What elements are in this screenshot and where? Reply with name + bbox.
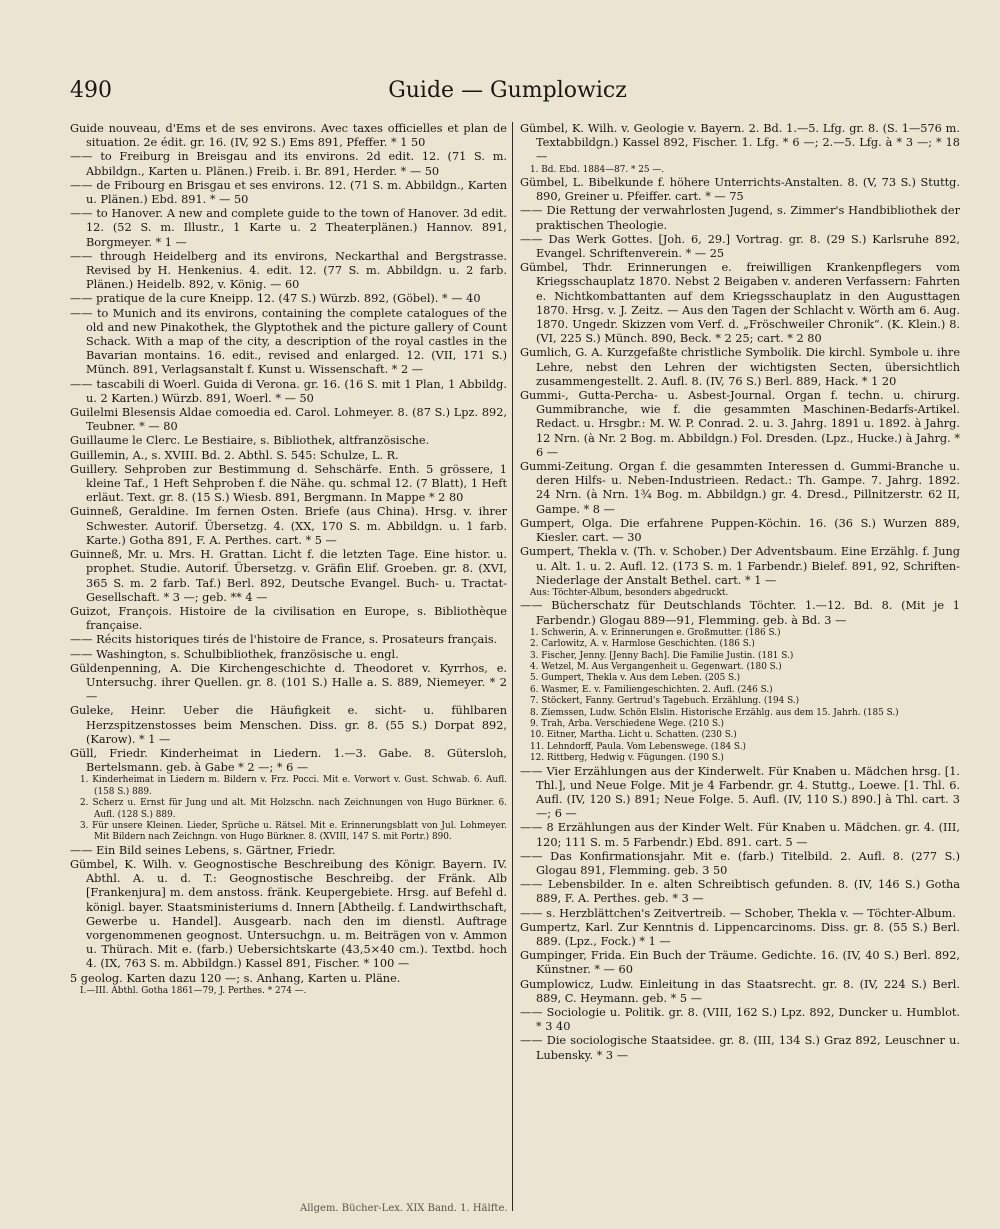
entry: Güll, Friedr. Kinderheimat in Liedern. 1.—3. Gabe. 8. Gütersloh, Bertelsmann. geb. à Gabe * 2 —; * 6 — bbox=[70, 746, 507, 775]
entry: —— to Munich and its environs, containing the complete catalogues of the old and new Pinakothek, the Glyptothek and the picture gallery of Count Schack. With a map of the city, a description of the royal castles in the Bavarian montains. 16. edit., revised and enlarged. 12. (VII, 171 S.) Münch. 891, Verlagsanstalt f. Kunst u. Wissenschaft. * 2 — bbox=[70, 306, 507, 377]
page-number: 490 bbox=[70, 78, 112, 103]
sub-entry: 9. Trah, Arba. Verschiedene Wege. (210 S.) bbox=[530, 718, 725, 729]
entry: —— Bücherschatz für Deutschlands Töchter. 1.—12. Bd. 8. (Mit je 1 Farbendr.) Glogau 889—91, Flemming. geb. à Bd. 3 — bbox=[520, 599, 960, 627]
entry: —— Lebensbilder. In e. alten Schreibtisch gefunden. 8. (IV, 146 S.) Gotha 889, F. A. Perthes. geb. * 3 — bbox=[520, 878, 960, 906]
sub-entry: 6. Wasmer, E. v. Familiengeschichten. 2. Aufl. (246 S.) bbox=[530, 684, 773, 695]
entry: Guillemin, A., s. XVIII. Bd. 2. Abthl. S. 545: Schulze, L. R. bbox=[70, 448, 399, 462]
sub-entry: 11. Lehndorff, Paula. Vom Lebenswege. (184 S.) bbox=[530, 741, 746, 752]
entry: Guilelmi Blesensis Aldae comoedia ed. Carol. Lohmeyer. 8. (87 S.) Lpz. 892, Teubner. * — 80 bbox=[70, 406, 507, 434]
entry: Gummi-Zeitung. Organ f. die gesammten Interessen d. Gummi-Branche u. deren Hilfs- u. Neben-Industrieen. Redact.: Th. Gampe. 7. Jahrg. 1892. 24 Nrn. (à Nrn. 1¾ Bog. m. Abbildgn.) gr. 4. Dresd., Pillnitzerstr. 62 II, Gampe. * 8 — bbox=[520, 460, 960, 516]
entry: —— tascabili di Woerl. Guida di Verona. gr. 16. (16 S. mit 1 Plan, 1 Abbildg. u. 2 Karten.) Würzb. 891, Woerl. * — 50 bbox=[70, 377, 507, 405]
entry: Gumpertz, Karl. Zur Kenntnis d. Lippencarcinoms. Diss. gr. 8. (55 S.) Berl. 889. (Lpz., Fock.) * 1 — bbox=[520, 920, 960, 949]
sub-entry: I.—III. Abthl. Gotha 1861—79, J. Perthes. * 274 —. bbox=[80, 985, 307, 996]
entry: —— Washington, s. Schulbibliothek, französische u. engl. bbox=[70, 647, 399, 661]
sub-entry: Aus: Töchter-Album, besonders abgedruckt. bbox=[530, 587, 729, 598]
entry: Gumplowicz, Ludw. Einleitung in das Staatsrecht. gr. 8. (IV, 224 S.) Berl. 889, C. Heymann. geb. * 5 — bbox=[520, 977, 960, 1005]
entry: Guillery. Sehproben zur Bestimmung d. Sehschärfe. Enth. 5 grössere, 1 kleine Taf., 1 Heft Sehproben f. die Nähe. qu. schmal 12. (7 Blatt), 1 Heft erläut. Text. gr. 8. (15 S.) Wiesb. 891, Bergmann. In Mappe * 2 80 bbox=[70, 462, 507, 505]
entry: Gumpert, Olga. Die erfahrene Puppen-Köchin. 16. (36 S.) Wurzen 889, Kiesler. cart. — 30 bbox=[520, 516, 960, 545]
entry: —— Das Werk Gottes. [Joh. 6, 29.] Vortrag. gr. 8. (29 S.) Karlsruhe 892, Evangel. Schriftenverein. * — 25 bbox=[520, 232, 960, 261]
entry: Guinneß, Mr. u. Mrs. H. Grattan. Licht f. die letzten Tage. Eine histor. u. prophet. Studie. Autorif. Übersetzg. v. Gräfin Elif. Groeben. gr. 8. (XVI, 365 S. m. 2 farb. Taf.) Berl. 892, Deutsche Evangel. Buch- u. Tractat-Gesellschaft. * 3 —; geb. ** 4 — bbox=[70, 548, 507, 604]
sub-entry: 2. Scherz u. Ernst für Jung und alt. Mit Holzschn. nach Zeichnungen von Hugo Bürkner. 6. Aufl. (128 S.) 889. bbox=[80, 798, 507, 820]
entry: —— Das Konfirmationsjahr. Mit e. (farb.) Titelbild. 2. Aufl. 8. (277 S.) Glogau 891, Flemming. geb. 3 50 bbox=[520, 849, 960, 878]
sub-entry: 1. Bd. Ebd. 1884—87. * 25 —. bbox=[530, 164, 665, 175]
entry: Gummi-, Gutta-Percha- u. Asbest-Journal. Organ f. techn. u. chirurg. Gummibranche, wie f. die gesammten Maschinen-Bedarfs-Artikel. Redact. u. Hrsgbr.: M. W. P. Conrad. 2. u. 3. Jahrg. 1891 u. 1892. à Jahrg. 12 Nrn. (à Nr. 2 Bog. m. Abbildgn.) Fol. Dresden. (Lpz., Hucke.) à Jahrg. * 6 — bbox=[520, 389, 960, 459]
entry: Gümbel, L. Bibelkunde f. höhere Unterrichts-Anstalten. 8. (V, 73 S.) Stuttg. 890, Greiner u. Pfeiffer. cart. * — 75 bbox=[520, 176, 960, 204]
sub-entry: 7. Stöckert, Fanny. Gertrud's Tagebuch. Erzählung. (194 S.) bbox=[530, 696, 800, 707]
entry: Guizot, François. Histoire de la civilisation en Europe, s. Bibliothèque française. bbox=[70, 604, 507, 633]
entry: Gümbel, Thdr. Erinnerungen e. freiwilligen Krankenpflegers vom Kriegsschauplatz 1870. Nebst 2 Beigaben v. anderen Verfassern: Fahrten e. Nichtkombattanten auf dem Kriegsschauplatz in den Augusttagen 1870. Hrsg. v. J. Zeitz. — Aus den Tagen der Schlacht v. Wörth am 6. Aug. 1870. Ungedr. Skizzen vom Verf. d. „Fröschweiler Chronik“. (K. Klein.) 8. (VI, 225 S.) Münch. 890, Beck. * 2 25; cart. * 2 80 bbox=[520, 261, 960, 346]
columns bbox=[70, 122, 970, 1207]
entry: —— s. Herzblättchen's Zeitvertreib. — Schober, Thekla v. — Töchter-Album. bbox=[520, 906, 956, 920]
entry: Gümbel, K. Wilh. v. Geognostische Beschreibung des Königr. Bayern. IV. Abthl. A. u. d. T.: Geognostische Beschreibg. der Fränk. Alb [Frankenjura] m. dem anstoss. fränk. Keupergebiete. Hrsg. auf Befehl d. königl. bayer. Staatsministeriums d. Innern [Abtheilg. f. Landwirthschaft, Gewerbe u. Handel]. Ausgearb. nach den im dienstl. Auftrage vorgenommenen geognost. Untersuchgn. u. m. Beiträgen von v. Ammon u. Thürach. Mit e. (farb.) Uebersichtskarte (43,5×40 cm.). Textbd. hoch 4. (IX, 763 S. m. Abbildgn.) Kassel 891, Fischer. * 100 — bbox=[70, 857, 507, 971]
entry: Gumpert, Thekla v. (Th. v. Schober.) Der Adventsbaum. Eine Erzählg. f. Jung u. Alt. 1. u. 2. Aufl. 12. (173 S. m. 1 Farbendr.) Bielef. 891, 92, Schriften-Niederlage der Anstalt Bethel. cart. * 1 — bbox=[520, 545, 960, 587]
entry: Gumpinger, Frida. Ein Buch der Träume. Gedichte. 16. (IV, 40 S.) Berl. 892, Künstner. * — 60 bbox=[520, 949, 960, 977]
entry: —— 8 Erzählungen aus der Kinder Welt. Für Knaben u. Mädchen. gr. 4. (III, 120; 111 S. m. 5 Farbendr.) Ebd. 891. cart. 5 — bbox=[520, 821, 960, 849]
entry: —— to Freiburg in Breisgau and its environs. 2d edit. 12. (71 S. m. Abbildgn., Karten u. Plänen.) Freib. i. Br. 891, Herder. * — 50 bbox=[70, 150, 507, 178]
right-column bbox=[520, 122, 960, 1207]
entry: —— pratique de la cure Kneipp. 12. (47 S.) Würzb. 892, (Göbel). * — 40 bbox=[70, 292, 481, 306]
entry: Gümbel, K. Wilh. v. Geologie v. Bayern. 2. Bd. 1.—5. Lfg. gr. 8. (S. 1—576 m. Textabbildgn.) Kassel 892, Fischer. 1. Lfg. * 6 —; 2.—5. Lfg. à * 3 —; * 18 — bbox=[520, 122, 960, 164]
entry: —— de Fribourg en Brisgau et ses environs. 12. (71 S. m. Abbildgn., Karten u. Plänen.) Ebd. 891. * — 50 bbox=[70, 178, 507, 207]
entry: —— Die Rettung der verwahrlosten Jugend, s. Zimmer's Handbibliothek der praktischen Theologie. bbox=[520, 204, 960, 232]
sub-entry: 2. Carlowitz, A. v. Harmlose Geschichten. (186 S.) bbox=[530, 639, 755, 650]
sub-entry: 8. Ziemssen, Ludw. Schön Elslin. Historische Erzählg. aus dem 15. Jahrh. (185 S.) bbox=[530, 707, 899, 718]
sub-entry: 3. Fischer, Jenny. [Jenny Bach]. Die Familie Justin. (181 S.) bbox=[530, 650, 794, 661]
running-title: Guide — Gumplowicz bbox=[388, 78, 627, 103]
entry: Guinneß, Geraldine. Im fernen Osten. Briefe (aus China). Hrsg. v. ihrer Schwester. Autorif. Übersetzg. 4. (XX, 170 S. m. Abbildgn. u. 1 farb. Karte.) Gotha 891, F. A. Perthes. cart. * 5 — bbox=[70, 505, 507, 547]
entry: —— Ein Bild seines Lebens, s. Gärtner, Friedr. bbox=[70, 843, 336, 857]
entry: Gumlich, G. A. Kurzgefaßte christliche Symbolik. Die kirchl. Symbole u. ihre Lehre, nebst den Lehren der wichtigsten Secten, übersichtlich zusammengestellt. 2. Aufl. 8. (IV, 76 S.) Berl. 889, Hack. * 1 20 bbox=[520, 346, 960, 388]
entry: 5 geolog. Karten dazu 120 —; s. Anhang, Karten u. Pläne. bbox=[70, 971, 401, 985]
entry: Guleke, Heinr. Ueber die Häufigkeit e. sicht- u. fühlbaren Herzspitzenstosses beim Menschen. Diss. gr. 8. (55 S.) Dorpat 892, (Karow). * 1 — bbox=[70, 704, 507, 746]
entry: —— through Heidelberg and its environs, Neckarthal and Bergstrasse. Revised by H. Henkenius. 4. edit. 12. (77 S. m. Abbildgn. u. 2 farb. Plänen.) Heidelb. 892, v. König. — 60 bbox=[70, 249, 507, 292]
entry: Guillaume le Clerc. Le Bestiaire, s. Bibliothek, altfranzösische. bbox=[70, 434, 430, 448]
entry: —— Die sociologische Staatsidee. gr. 8. (III, 134 S.) Graz 892, Leuschner u. Lubensky. * 3 — bbox=[520, 1034, 960, 1062]
entry: Guide nouveau, d'Ems et de ses environs. Avec taxes officielles et plan de situation. 2e édit. gr. 16. (IV, 92 S.) Ems 891, Pfeffer. * 1 50 bbox=[70, 122, 507, 150]
entry: Güldenpenning, A. Die Kirchengeschichte d. Theodoret v. Kyrrhos, e. Untersuchg. ihrer Quellen. gr. 8. (101 S.) Halle a. S. 889, Niemeyer. * 2 — bbox=[70, 661, 507, 704]
sub-entry: 4. Wetzel, M. Aus Vergangenheit u. Gegenwart. (180 S.) bbox=[530, 661, 782, 672]
sub-entry: 12. Rittberg, Hedwig v. Fügungen. (190 S.) bbox=[530, 753, 724, 764]
sub-entry: 1. Kinderheimat in Liedern m. Bildern v. Frz. Pocci. Mit e. Vorwort v. Gust. Schwab. 6. Aufl. (158 S.) 889. bbox=[80, 775, 507, 797]
sub-entry: 3. Für unsere Kleinen. Lieder, Sprüche u. Rätsel. Mit e. Erinnerungsblatt von Jul. Lohmeyer. Mit Bildern nach Zeichngn. von Hugo Bürkner. 8. (XVIII, 147 S. mit Portr.) 890. bbox=[80, 820, 507, 843]
sub-entry: 5. Gumpert, Thekla v. Aus dem Leben. (205 S.) bbox=[530, 673, 741, 684]
entry: —— Récits historiques tirés de l'histoire de France, s. Prosateurs français. bbox=[70, 633, 498, 647]
footer-signature: Allgem. Bücher-Lex. XIX Band. 1. Hälfte. bbox=[300, 1203, 508, 1214]
entry: —— Vier Erzählungen aus der Kinderwelt. Für Knaben u. Mädchen hrsg. [1. Thl.], und Neue Folge. Mit je 4 Farbendr. gr. 4. Stuttg., Loewe. [1. Thl. 6. Aufl. (IV, 120 S.) 891; Neue Folge. 5. Aufl. (IV, 110 S.) 890.] à Thl. cart. 3 —; 6 — bbox=[520, 764, 960, 821]
page-header bbox=[70, 78, 945, 108]
sub-entry: 10. Eitner, Martha. Licht u. Schatten. (230 S.) bbox=[530, 730, 737, 741]
left-column bbox=[70, 122, 507, 1207]
entry: —— to Hanover. A new and complete guide to the town of Hanover. 3d edit. 12. (52 S. m. Illustr., 1 Karte u. 2 Theaterplänen.) Hannov. 891, Borgmeyer. * 1 — bbox=[70, 207, 507, 249]
sub-entry: 1. Schwerin, A. v. Erinnerungen e. Großmutter. (186 S.) bbox=[530, 627, 781, 638]
entry: —— Sociologie u. Politik. gr. 8. (VIII, 162 S.) Lpz. 892, Duncker u. Humblot. * 3 40 bbox=[520, 1006, 960, 1034]
